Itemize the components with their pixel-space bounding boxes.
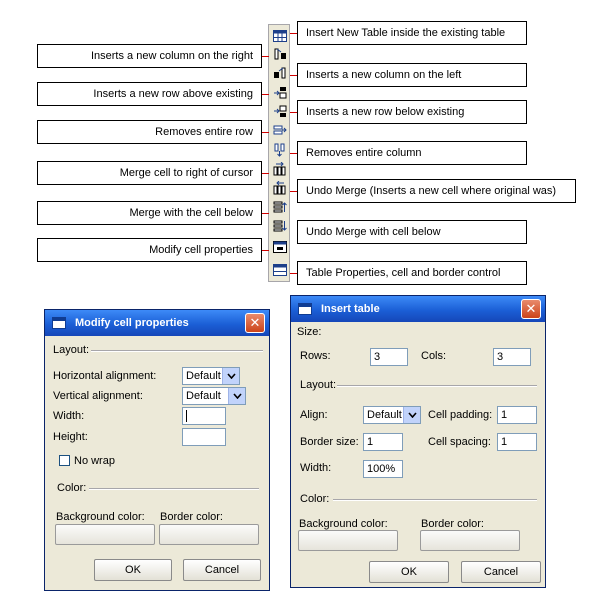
bg-color-label: Background color:	[56, 511, 145, 523]
width-label: Width:	[300, 462, 332, 474]
border-color-button[interactable]	[420, 530, 520, 551]
layout-label: Layout:	[300, 379, 337, 391]
insert-table-dialog	[290, 295, 546, 588]
callout-remove-column: Removes entire column	[297, 141, 527, 165]
height-label: Height:	[53, 431, 88, 443]
v-align-select[interactable]	[182, 387, 246, 405]
h-align-value: Default	[186, 370, 221, 382]
close-button[interactable]: ✕	[245, 313, 265, 333]
callout-merge-right: Merge cell to right of cursor	[37, 161, 262, 185]
callout-merge-below: Merge with the cell below	[37, 201, 262, 225]
h-align-select[interactable]	[182, 367, 240, 385]
ok-button[interactable]: OK	[369, 561, 449, 583]
separator	[91, 350, 263, 352]
window-icon	[298, 303, 312, 315]
cancel-button[interactable]: Cancel	[183, 559, 261, 581]
leader-line	[262, 132, 269, 133]
nowrap-label: No wrap	[74, 455, 115, 467]
cols-input[interactable]: 3	[493, 348, 531, 366]
align-select[interactable]	[363, 406, 421, 424]
undo-merge-icon[interactable]	[271, 179, 288, 196]
merge-right-icon[interactable]	[271, 160, 288, 177]
cell-padding-input[interactable]: 1	[497, 406, 537, 424]
callout-undo-merge: Undo Merge (Inserts a new cell where original was)	[297, 179, 576, 203]
callout-insert-column-right: Inserts a new column on the right	[37, 44, 262, 68]
modify-cell-dialog	[44, 309, 270, 591]
cell-spacing-label: Cell spacing:	[428, 436, 491, 448]
cols-label: Cols:	[421, 350, 447, 362]
leader-line	[290, 191, 297, 192]
bg-color-button[interactable]	[298, 530, 398, 551]
rows-input[interactable]: 3	[370, 348, 408, 366]
chevron-down-icon	[222, 368, 239, 384]
callout-undo-merge-below: Undo Merge with cell below	[297, 220, 527, 244]
callout-insert-column-left: Inserts a new column on the left	[297, 63, 527, 87]
align-value: Default	[367, 409, 402, 421]
callout-table-properties: Table Properties, cell and border control	[297, 261, 527, 285]
insert-row-above-icon[interactable]	[271, 84, 288, 101]
leader-line	[262, 173, 269, 174]
dialog-titlebar	[45, 310, 269, 336]
width-label: Width:	[53, 410, 85, 422]
remove-column-icon[interactable]	[271, 141, 288, 158]
color-label: Color:	[57, 482, 87, 494]
rows-label: Rows:	[300, 350, 331, 362]
width-input[interactable]	[182, 407, 226, 425]
h-align-label: Horizontal alignment:	[53, 370, 157, 382]
size-label: Size:	[297, 326, 322, 338]
remove-row-icon[interactable]	[271, 122, 288, 139]
merge-below-icon[interactable]	[271, 198, 288, 215]
insert-column-left-icon[interactable]	[271, 65, 288, 82]
border-color-label: Border color:	[160, 511, 223, 523]
callout-remove-row: Removes entire row	[37, 120, 262, 144]
layout-label: Layout:	[53, 344, 90, 356]
leader-line	[290, 273, 297, 274]
dialog-title: Insert table	[321, 303, 380, 315]
border-color-label: Border color:	[421, 518, 484, 530]
chevron-down-icon	[403, 407, 420, 423]
text-caret	[186, 410, 187, 422]
leader-line	[262, 94, 269, 95]
leader-line	[290, 112, 297, 113]
insert-column-right-icon[interactable]	[271, 46, 288, 63]
color-label: Color:	[300, 493, 330, 505]
dialog-titlebar	[291, 296, 545, 322]
leader-line	[262, 250, 269, 251]
width-input[interactable]: 100%	[363, 460, 403, 478]
leader-line	[262, 56, 269, 57]
leader-line	[262, 213, 269, 214]
separator	[337, 385, 537, 387]
border-size-label: Border size:	[300, 436, 359, 448]
insert-row-below-icon[interactable]	[271, 103, 288, 120]
chevron-down-icon	[228, 388, 245, 404]
bg-color-label: Background color:	[299, 518, 388, 530]
cell-spacing-input[interactable]: 1	[497, 433, 537, 451]
v-align-label: Vertical alignment:	[53, 390, 143, 402]
align-label: Align:	[300, 409, 328, 421]
table-properties-icon[interactable]	[271, 261, 288, 278]
v-align-value: Default	[186, 390, 221, 402]
callout-insert-row-above: Inserts a new row above existing	[37, 82, 262, 106]
callout-insert-table: Insert New Table inside the existing table	[297, 21, 527, 45]
dialog-title: Modify cell properties	[75, 317, 189, 329]
window-icon	[52, 317, 66, 329]
insert-table-icon[interactable]	[271, 27, 288, 44]
callout-insert-row-below: Inserts a new row below existing	[297, 100, 527, 124]
cancel-button[interactable]: Cancel	[461, 561, 541, 583]
nowrap-checkbox[interactable]	[59, 455, 70, 466]
leader-line	[290, 153, 297, 154]
table-toolbar	[268, 24, 290, 282]
callout-cell-properties: Modify cell properties	[37, 238, 262, 262]
leader-line	[290, 75, 297, 76]
border-color-button[interactable]	[159, 524, 259, 545]
cell-properties-icon[interactable]	[271, 238, 288, 255]
separator	[333, 499, 537, 501]
leader-line	[290, 33, 297, 34]
height-input[interactable]	[182, 428, 226, 446]
undo-merge-below-icon[interactable]	[271, 217, 288, 234]
border-size-input[interactable]: 1	[363, 433, 403, 451]
separator	[89, 488, 259, 490]
cell-padding-label: Cell padding:	[428, 409, 493, 421]
bg-color-button[interactable]	[55, 524, 155, 545]
ok-button[interactable]: OK	[94, 559, 172, 581]
close-button[interactable]: ✕	[521, 299, 541, 319]
